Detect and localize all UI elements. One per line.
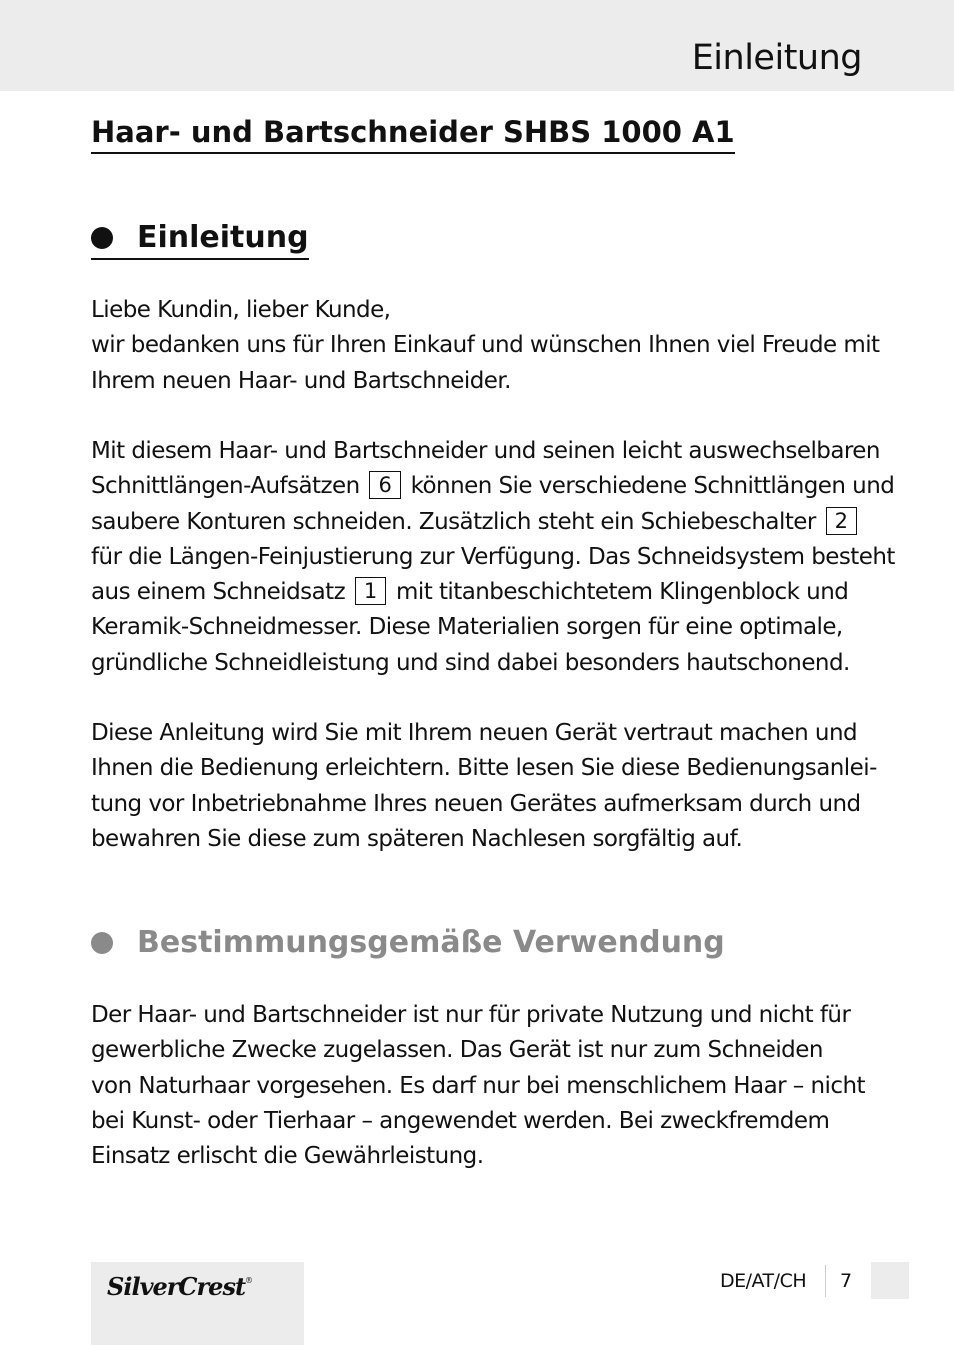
text-line: Ihnen die Bedienung erleichtern. Bitte lesen Sie diese Bedienungsanlei- — [91, 755, 877, 782]
text-line: bei Kunst- oder Tierhaar – angewendet werden. Bei zweckfremdem — [91, 1107, 830, 1134]
text-line: von Naturhaar vorgesehen. Es darf nur bei menschlichem Haar – nicht — [91, 1072, 865, 1099]
section-heading-label: Bestimmungsgemäße Verwendung — [137, 925, 725, 960]
text-line: tung vor Inbetriebnahme Ihres neuen Gerätes aufmerksam durch und — [91, 790, 861, 817]
text-line: Einsatz erlischt die Gewährleistung. — [91, 1143, 484, 1170]
text-segment: saubere Konturen schneiden. Zusätzlich steht ein Schiebeschalter — [91, 508, 816, 535]
header-title: Einleitung — [691, 38, 862, 78]
text-segment: mit titanbeschichtetem Klingenblock und — [396, 579, 849, 606]
bullet-icon — [91, 932, 113, 954]
text-line: Der Haar- und Bartschneider ist nur für private Nutzung und nicht für — [91, 1002, 851, 1028]
text-segment: können Sie verschiedene Schnittlängen und — [410, 473, 895, 500]
section-heading-verwendung — [91, 924, 725, 962]
footer-square — [871, 1262, 909, 1299]
section-heading-einleitung — [91, 219, 309, 260]
text-line: Keramik-Schneidmesser. Diese Materialien sorgen für eine optimale, — [91, 614, 843, 641]
text-line: gewerbliche Zwecke zugelassen. Das Gerät ist nur zum Schneiden — [91, 1037, 823, 1064]
footer-divider — [825, 1265, 826, 1297]
part-reference-6: 6 — [369, 471, 400, 499]
section-heading-label: Einleitung — [137, 220, 309, 255]
text-segment: aus einem Schneidsatz — [91, 579, 346, 606]
text-line: wir bedanken uns für Ihren Einkauf und wünschen Ihnen viel Freude mit — [91, 332, 880, 359]
registered-mark: ® — [245, 1276, 253, 1285]
bullet-icon — [91, 227, 113, 249]
footer-language: DE/AT/CH — [720, 1270, 807, 1292]
text-line: gründliche Schneidleistung und sind dabei besonders hautschonend. — [91, 649, 850, 676]
text-line: Ihrem neuen Haar- und Bartschneider. — [91, 367, 511, 394]
text-line: Liebe Kundin, lieber Kunde, — [91, 297, 391, 323]
logo-text: SilverCrest — [107, 1272, 246, 1301]
footer-logo-box — [91, 1262, 304, 1345]
text-line — [91, 575, 871, 610]
text-line — [91, 505, 871, 540]
text-line: für die Längen-Feinjustierung zur Verfügung. Das Schneidsystem besteht — [91, 543, 895, 570]
text-line: Diese Anleitung wird Sie mit Ihrem neuen Gerät vertraut machen und — [91, 720, 858, 746]
part-reference-2: 2 — [826, 507, 857, 535]
paragraph-instructions — [91, 716, 877, 857]
part-reference-1: 1 — [355, 577, 386, 605]
silvercrest-logo — [107, 1272, 252, 1301]
paragraph-description — [91, 434, 895, 681]
document-title: Haar- und Bartschneider SHBS 1000 A1 — [91, 113, 735, 154]
paragraph-intended-use — [91, 998, 871, 1174]
paragraph-greeting — [91, 293, 880, 399]
page-number: 7 — [840, 1270, 853, 1292]
text-segment: Schnittlängen-Aufsätzen — [91, 473, 360, 500]
text-line: bewahren Sie diese zum späteren Nachlesen sorgfältig auf. — [91, 825, 743, 852]
text-line — [91, 469, 895, 504]
text-line: Mit diesem Haar- und Bartschneider und seinen leicht auswechselbaren — [91, 438, 880, 464]
